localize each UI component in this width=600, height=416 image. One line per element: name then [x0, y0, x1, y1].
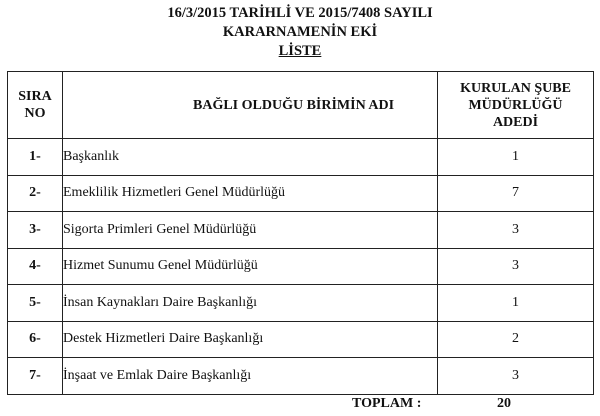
table-row [8, 212, 594, 249]
branch-count: 2 [438, 321, 594, 358]
list-heading: LİSTE [278, 43, 322, 59]
branch-count: 3 [438, 358, 594, 395]
unit-name: Emeklilik Hizmetleri Genel Müdürlüğü [63, 175, 438, 212]
table-row [8, 139, 594, 176]
column-header-sira-no [8, 72, 63, 139]
column-header-unit-name: BAĞLI OLDUĞU BİRİMİN ADI [63, 72, 438, 139]
table-row [8, 358, 594, 395]
table-row [8, 175, 594, 212]
header-title-line: 16/3/2015 TARİHLİ VE 2015/7408 SAYILI [167, 5, 433, 21]
header-count-line2: MÜDÜRLÜĞÜ [468, 97, 563, 113]
header-count-line3: ADEDİ [492, 114, 539, 130]
branch-count: 3 [438, 248, 594, 285]
table-header-row [8, 72, 594, 139]
table-row [8, 248, 594, 285]
table-row [8, 321, 594, 358]
branch-count: 7 [438, 175, 594, 212]
header-subtitle-line: KARARNAMENİN EKİ [222, 24, 378, 40]
header-sira-text: SIRA [18, 89, 52, 104]
row-number: 5- [8, 285, 63, 322]
total-label: TOPLAM : [352, 396, 422, 411]
unit-name: Sigorta Primleri Genel Müdürlüğü [63, 212, 438, 249]
branch-count: 1 [438, 139, 594, 176]
document-header [0, 4, 600, 61]
units-table [7, 71, 594, 395]
header-count-line1: KURULAN ŞUBE [460, 80, 571, 96]
branch-count: 1 [438, 285, 594, 322]
unit-name: İnsan Kaynakları Daire Başkanlığı [63, 285, 438, 322]
row-number: 4- [8, 248, 63, 285]
row-number: 7- [8, 358, 63, 395]
unit-name: Hizmet Sunumu Genel Müdürlüğü [63, 248, 438, 285]
table-row [8, 285, 594, 322]
row-number: 1- [8, 139, 63, 176]
row-number: 6- [8, 321, 63, 358]
unit-name: İnşaat ve Emlak Daire Başkanlığı [63, 358, 438, 395]
header-no-text: NO [24, 106, 46, 121]
column-header-branch-count [438, 72, 594, 139]
row-number: 3- [8, 212, 63, 249]
unit-name: Başkanlık [63, 139, 438, 176]
unit-name: Destek Hizmetleri Daire Başkanlığı [63, 321, 438, 358]
total-value: 20 [497, 396, 511, 411]
row-number: 2- [8, 175, 63, 212]
branch-count: 3 [438, 212, 594, 249]
